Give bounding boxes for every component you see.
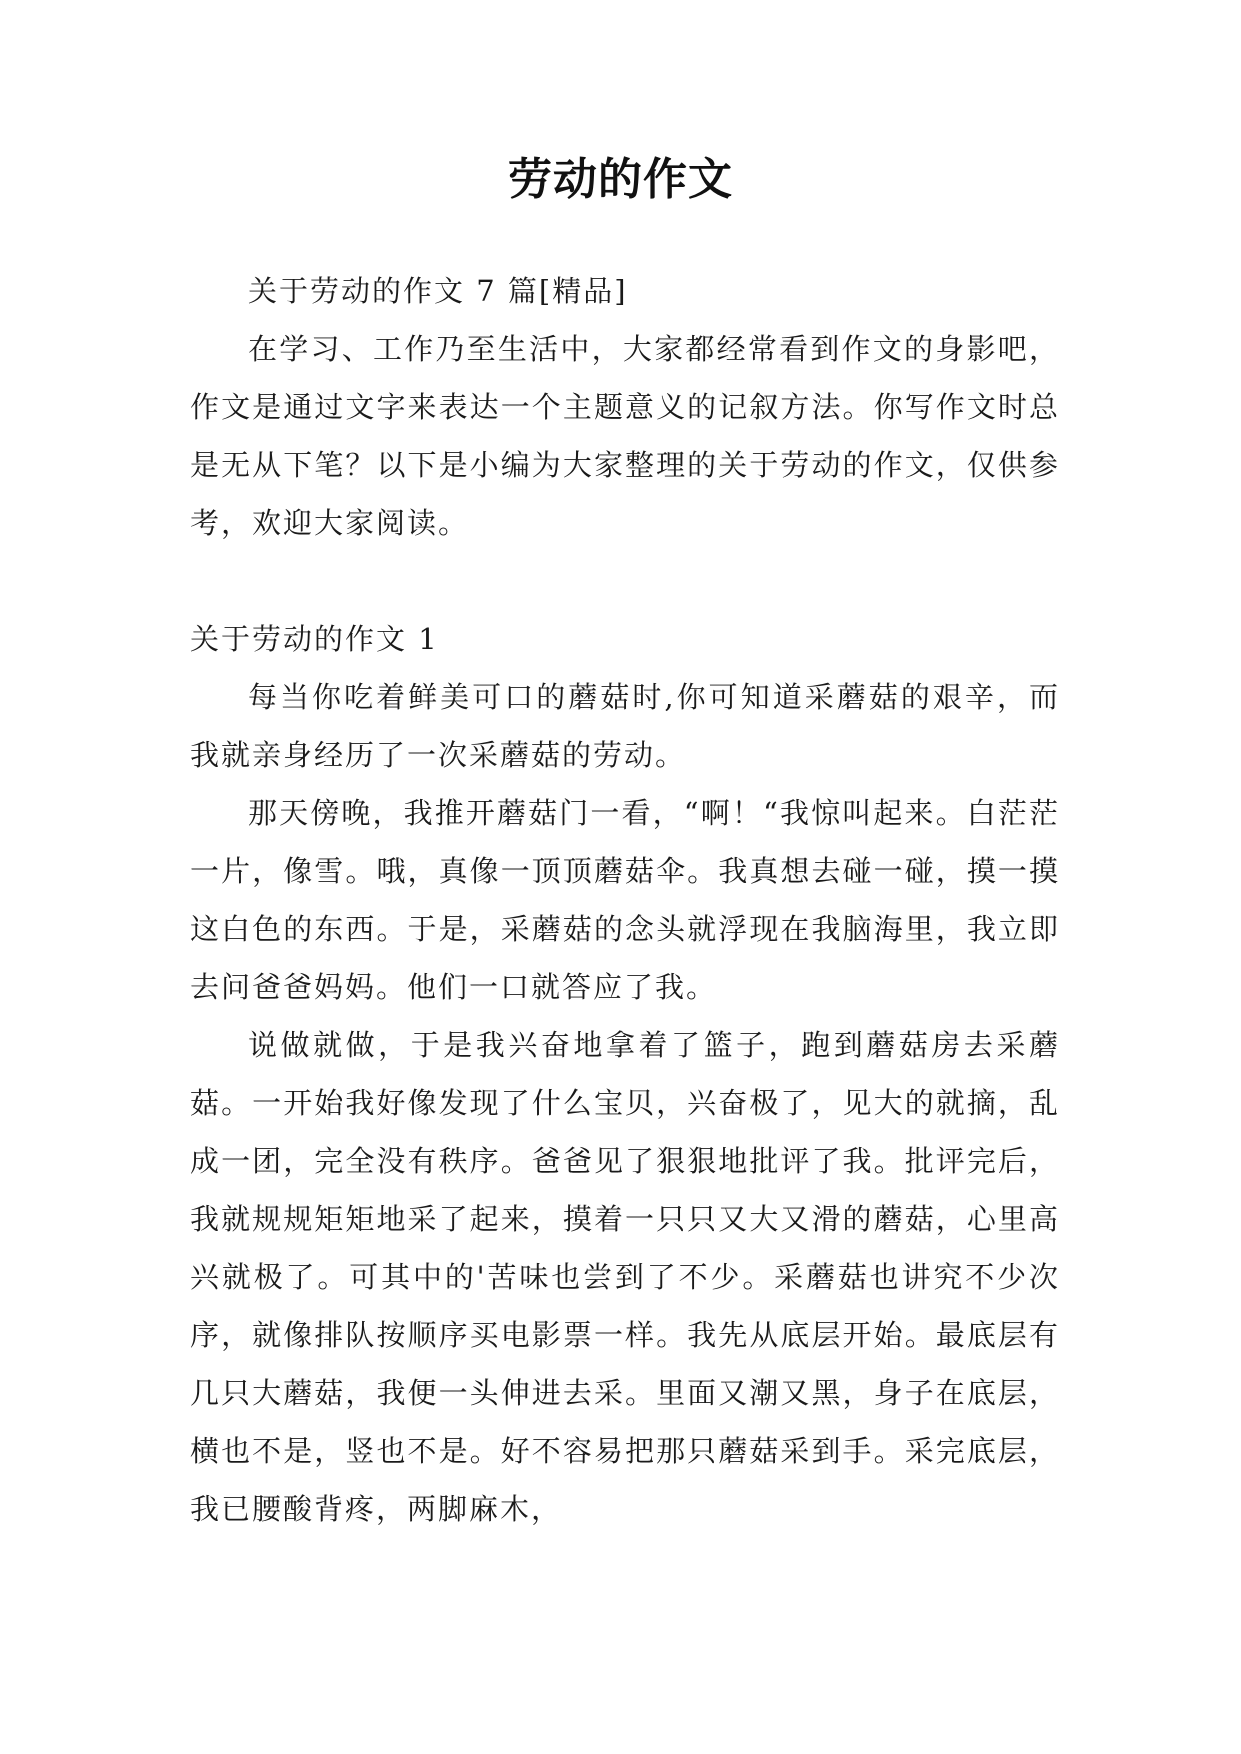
document-body	[190, 262, 1060, 1538]
document-title: 劳动的作文	[508, 154, 733, 205]
body-paragraph-1: 每当你吃着鲜美可口的蘑菇时,你可知道采蘑菇的艰辛，而我就亲身经历了一次采蘑菇的劳动。	[190, 680, 1060, 772]
document-subtitle: 关于劳动的作文 7 篇[精品]	[248, 274, 628, 308]
section-gap	[190, 552, 1060, 610]
body-paragraph-3: 说做就做，于是我兴奋地拿着了篮子，跑到蘑菇房去采蘑菇。一开始我好像发现了什么宝贝，兴奋极了，见大的就摘，乱成一团，完全没有秩序。爸爸见了狠狠地批评了我。批评完后，我就规规矩矩地采了起来，摸着一只只又大又滑的蘑菇，心里高兴就极了。可其中的'苦味也尝到了不少。采蘑菇也讲究不少次序，就像排队按顺序买电影票一样。我先从底层开始。最底层有几只大蘑菇，我便一头伸进去采。里面又潮又黑，身子在底层，横也不是，竖也不是。好不容易把那只蘑菇采到手。采完底层，我已腰酸背疼，两脚麻木，	[190, 1028, 1060, 1526]
intro-paragraph: 在学习、工作乃至生活中，大家都经常看到作文的身影吧，作文是通过文字来表达一个主题意义的记叙方法。你写作文时总是无从下笔？以下是小编为大家整理的关于劳动的作文，仅供参考，欢迎大家阅读。	[190, 332, 1060, 540]
section-heading: 关于劳动的作文 1	[190, 622, 439, 656]
body-paragraph-2: 那天傍晚，我推开蘑菇门一看，“啊！“我惊叫起来。白茫茫一片，像雪。哦，真像一顶顶蘑菇伞。我真想去碰一碰，摸一摸这白色的东西。于是，采蘑菇的念头就浮现在我脑海里，我立即去问爸爸妈妈。他们一口就答应了我。	[190, 796, 1060, 1004]
